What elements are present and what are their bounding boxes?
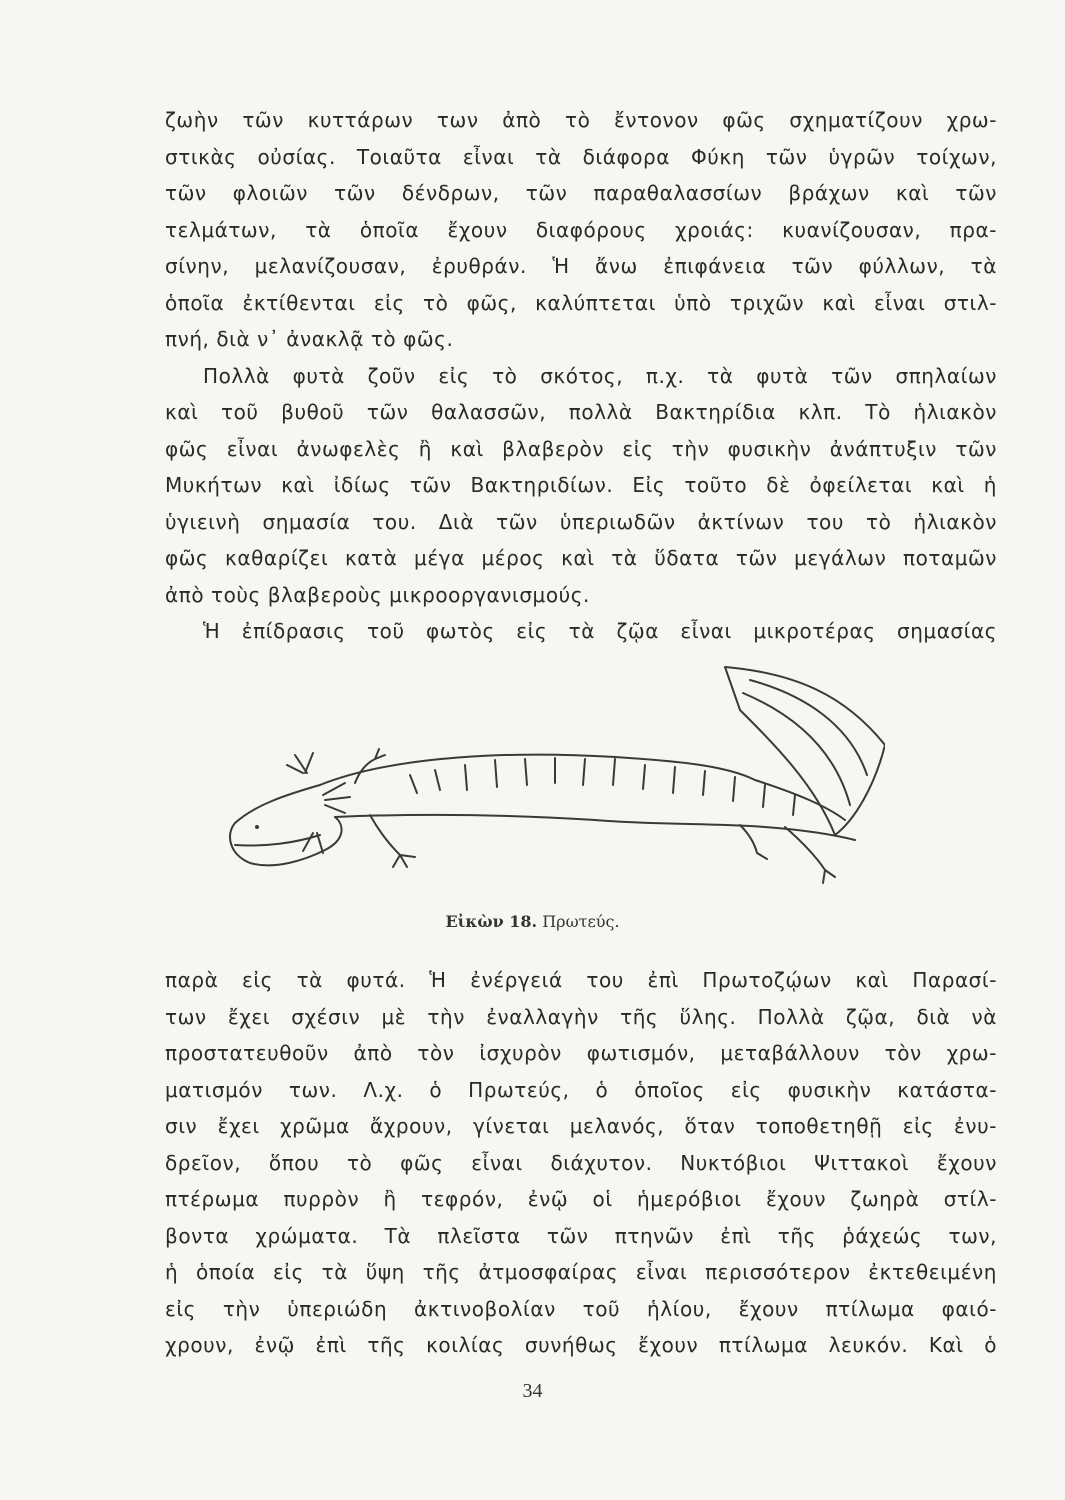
text-line: ἀπὸ τοὺς βλαβεροὺς μικροοργανισμούς. <box>165 582 590 607</box>
proteus-illustration <box>195 655 885 895</box>
text-line: τελμάτων, τὰ ὁποῖα ἔχουν διαφόρους χροιάς: κυανίζουσαν, πρα- <box>165 217 997 242</box>
text-line: τῶν φλοιῶν τῶν δένδρων, τῶν παραθαλασσίων βράχων καὶ τῶν <box>165 181 997 205</box>
text-line: ἡ ὁποία εἰς τὰ ὕψη τῆς ἀτμοσφαίρας εἶναι περισσότερον ἐκτεθειμένη <box>165 1260 997 1284</box>
text-line: των ἔχει σχέσιν μὲ τὴν ἐναλλαγὴν τῆς ὕλης. Πολλὰ ζῷα, διὰ νὰ <box>165 1004 997 1029</box>
text-line: Ἡ ἐπίδρασις τοῦ φωτὸς εἰς τὰ ζῷα εἶναι μικροτέρας σημασίας <box>203 619 997 643</box>
text-line: καὶ τοῦ βυθοῦ τῶν θαλασσῶν, πολλὰ Βακτηρίδια κλπ. Τὸ ἡλιακὸν <box>165 400 997 424</box>
text-line: ὁποῖα ἐκτίθενται εἰς τὸ φῶς, καλύπτεται ὑπὸ τριχῶν καὶ εἶναι στιλ- <box>165 290 997 315</box>
text-line: παρὰ εἰς τὰ φυτά. Ἡ ἐνέργειά του ἐπὶ Πρωτοζῴων καὶ Παρασί- <box>165 968 997 992</box>
text-line: Μυκήτων καὶ ἰδίως τῶν Βακτηριδίων. Εἰς τοῦτο δὲ ὀφείλεται καὶ ἡ <box>165 473 997 497</box>
text-line: ζωὴν τῶν κυττάρων των ἀπὸ τὸ ἔντονον φῶς σχηματίζουν χρω- <box>165 108 997 132</box>
proteus-drawing <box>195 655 885 895</box>
top-text-block <box>165 102 997 650</box>
text-line: σίνην, μελανίζουσαν, ἐρυθράν. Ἡ ἄνω ἐπιφάνεια τῶν φύλλων, τὰ <box>165 254 997 278</box>
figure-label: Εἰκὼν 18. <box>445 912 538 931</box>
figure-caption <box>0 912 1065 931</box>
text-line: φῶς καθαρίζει κατὰ μέγα μέρος καὶ τὰ ὕδατα τῶν μεγάλων ποταμῶν <box>165 546 997 570</box>
text-line: χρουν, ἐνῷ ἐπὶ τῆς κοιλίας συνήθως ἔχουν πτίλωμα λευκόν. Καὶ ὁ <box>165 1333 997 1357</box>
page-number: 34 <box>522 1380 543 1402</box>
text-line: φῶς εἶναι ἀνωφελὲς ἢ καὶ βλαβερὸν εἰς τὴν φυσικὴν ἀνάπτυξιν τῶν <box>165 436 997 461</box>
text-line: δρεῖον, ὅπου τὸ φῶς εἶναι διάχυτον. Νυκτόβιοι Ψιττακοὶ ἔχουν <box>165 1150 997 1175</box>
text-line: πνή, διὰ ν᾽ ἀνακλᾷ τὸ φῶς. <box>165 327 454 351</box>
bottom-text-block <box>165 962 997 1364</box>
text-line: προστατευθοῦν ἀπὸ τὸν ἰσχυρὸν φωτισμόν, μεταβάλλουν τὸν χρω- <box>165 1041 997 1065</box>
text-line: εἰς τὴν ὑπεριώδη ἀκτινοβολίαν τοῦ ἡλίου, ἔχουν πτίλωμα φαιό- <box>165 1296 997 1321</box>
text-line: ὑγιεινὴ σημασία του. Διὰ τῶν ὑπεριωδῶν ἀκτίνων του τὸ ἡλιακὸν <box>165 509 997 534</box>
text-line: ματισμόν των. Λ.χ. ὁ Πρωτεύς, ὁ ὁποῖος εἰς φυσικὴν κατάστα- <box>165 1077 997 1102</box>
text-line: Πολλὰ φυτὰ ζοῦν εἰς τὸ σκότος, π.χ. τὰ φυτὰ τῶν σπηλαίων <box>203 363 997 388</box>
text-line: βοντα χρώματα. Τὰ πλεῖστα τῶν πτηνῶν ἐπὶ τῆς ῥάχεώς των, <box>165 1223 997 1248</box>
text-line: στικὰς οὐσίας. Τοιαῦτα εἶναι τὰ διάφορα Φύκη τῶν ὑγρῶν τοίχων, <box>165 144 997 169</box>
text-line: σιν ἔχει χρῶμα ἄχρουν, γίνεται μελανός, ὅταν τοποθετηθῇ εἰς ἐνυ- <box>165 1114 997 1138</box>
figure-title: Πρωτεύς. <box>542 912 620 931</box>
text-line: πτέρωμα πυρρὸν ἢ τεφρόν, ἐνῷ οἱ ἡμερόβιοι ἔχουν ζωηρὰ στίλ- <box>165 1187 997 1211</box>
